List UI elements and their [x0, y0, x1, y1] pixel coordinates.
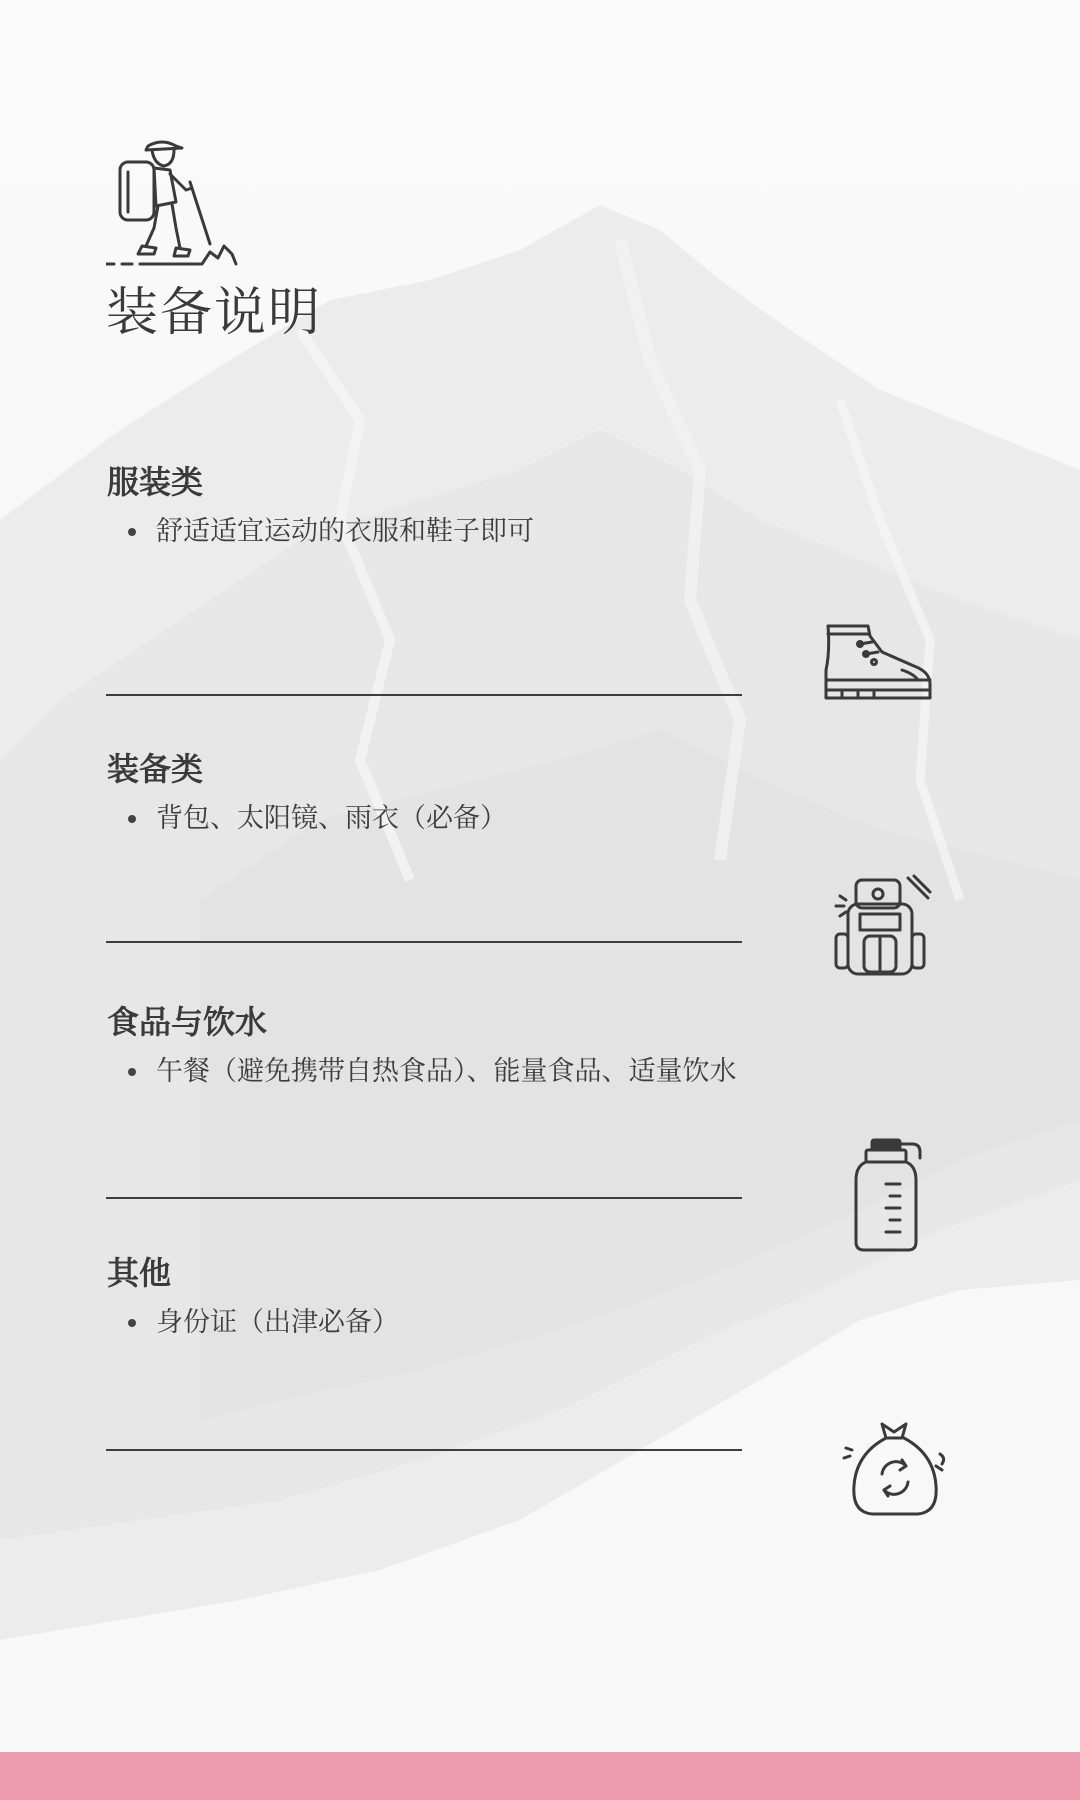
section-heading: 服装类 [107, 463, 204, 501]
section-list [107, 512, 807, 552]
section-list [107, 799, 807, 839]
divider [106, 1449, 742, 1451]
divider [106, 694, 742, 696]
section-equipment [107, 747, 807, 839]
hiker-icon [106, 132, 246, 268]
section-list [107, 1303, 807, 1343]
list-item: 舒适适宜运动的衣服和鞋子即可 [107, 512, 807, 552]
backpack-icon [830, 874, 934, 978]
section-heading: 装备类 [107, 750, 204, 788]
section-clothing [107, 460, 807, 552]
list-item: 身份证（出津必备） [107, 1303, 807, 1343]
section-heading: 其他 [107, 1254, 172, 1292]
hiking-boot-icon [822, 622, 934, 702]
section-food-water [107, 1000, 807, 1092]
section-list [107, 1052, 807, 1092]
pink-footer-bar [0, 1752, 1080, 1800]
water-bottle-icon [852, 1136, 924, 1254]
list-item: 背包、太阳镜、雨衣（必备） [107, 799, 807, 839]
section-heading: 食品与饮水 [107, 1003, 268, 1041]
section-other [107, 1251, 807, 1343]
page-title: 装备说明 [106, 283, 323, 343]
divider [106, 1197, 742, 1199]
recycle-bag-icon [842, 1414, 948, 1518]
divider [106, 941, 742, 943]
list-item: 午餐（避免携带自热食品）、能量食品、适量饮水 [107, 1052, 807, 1092]
